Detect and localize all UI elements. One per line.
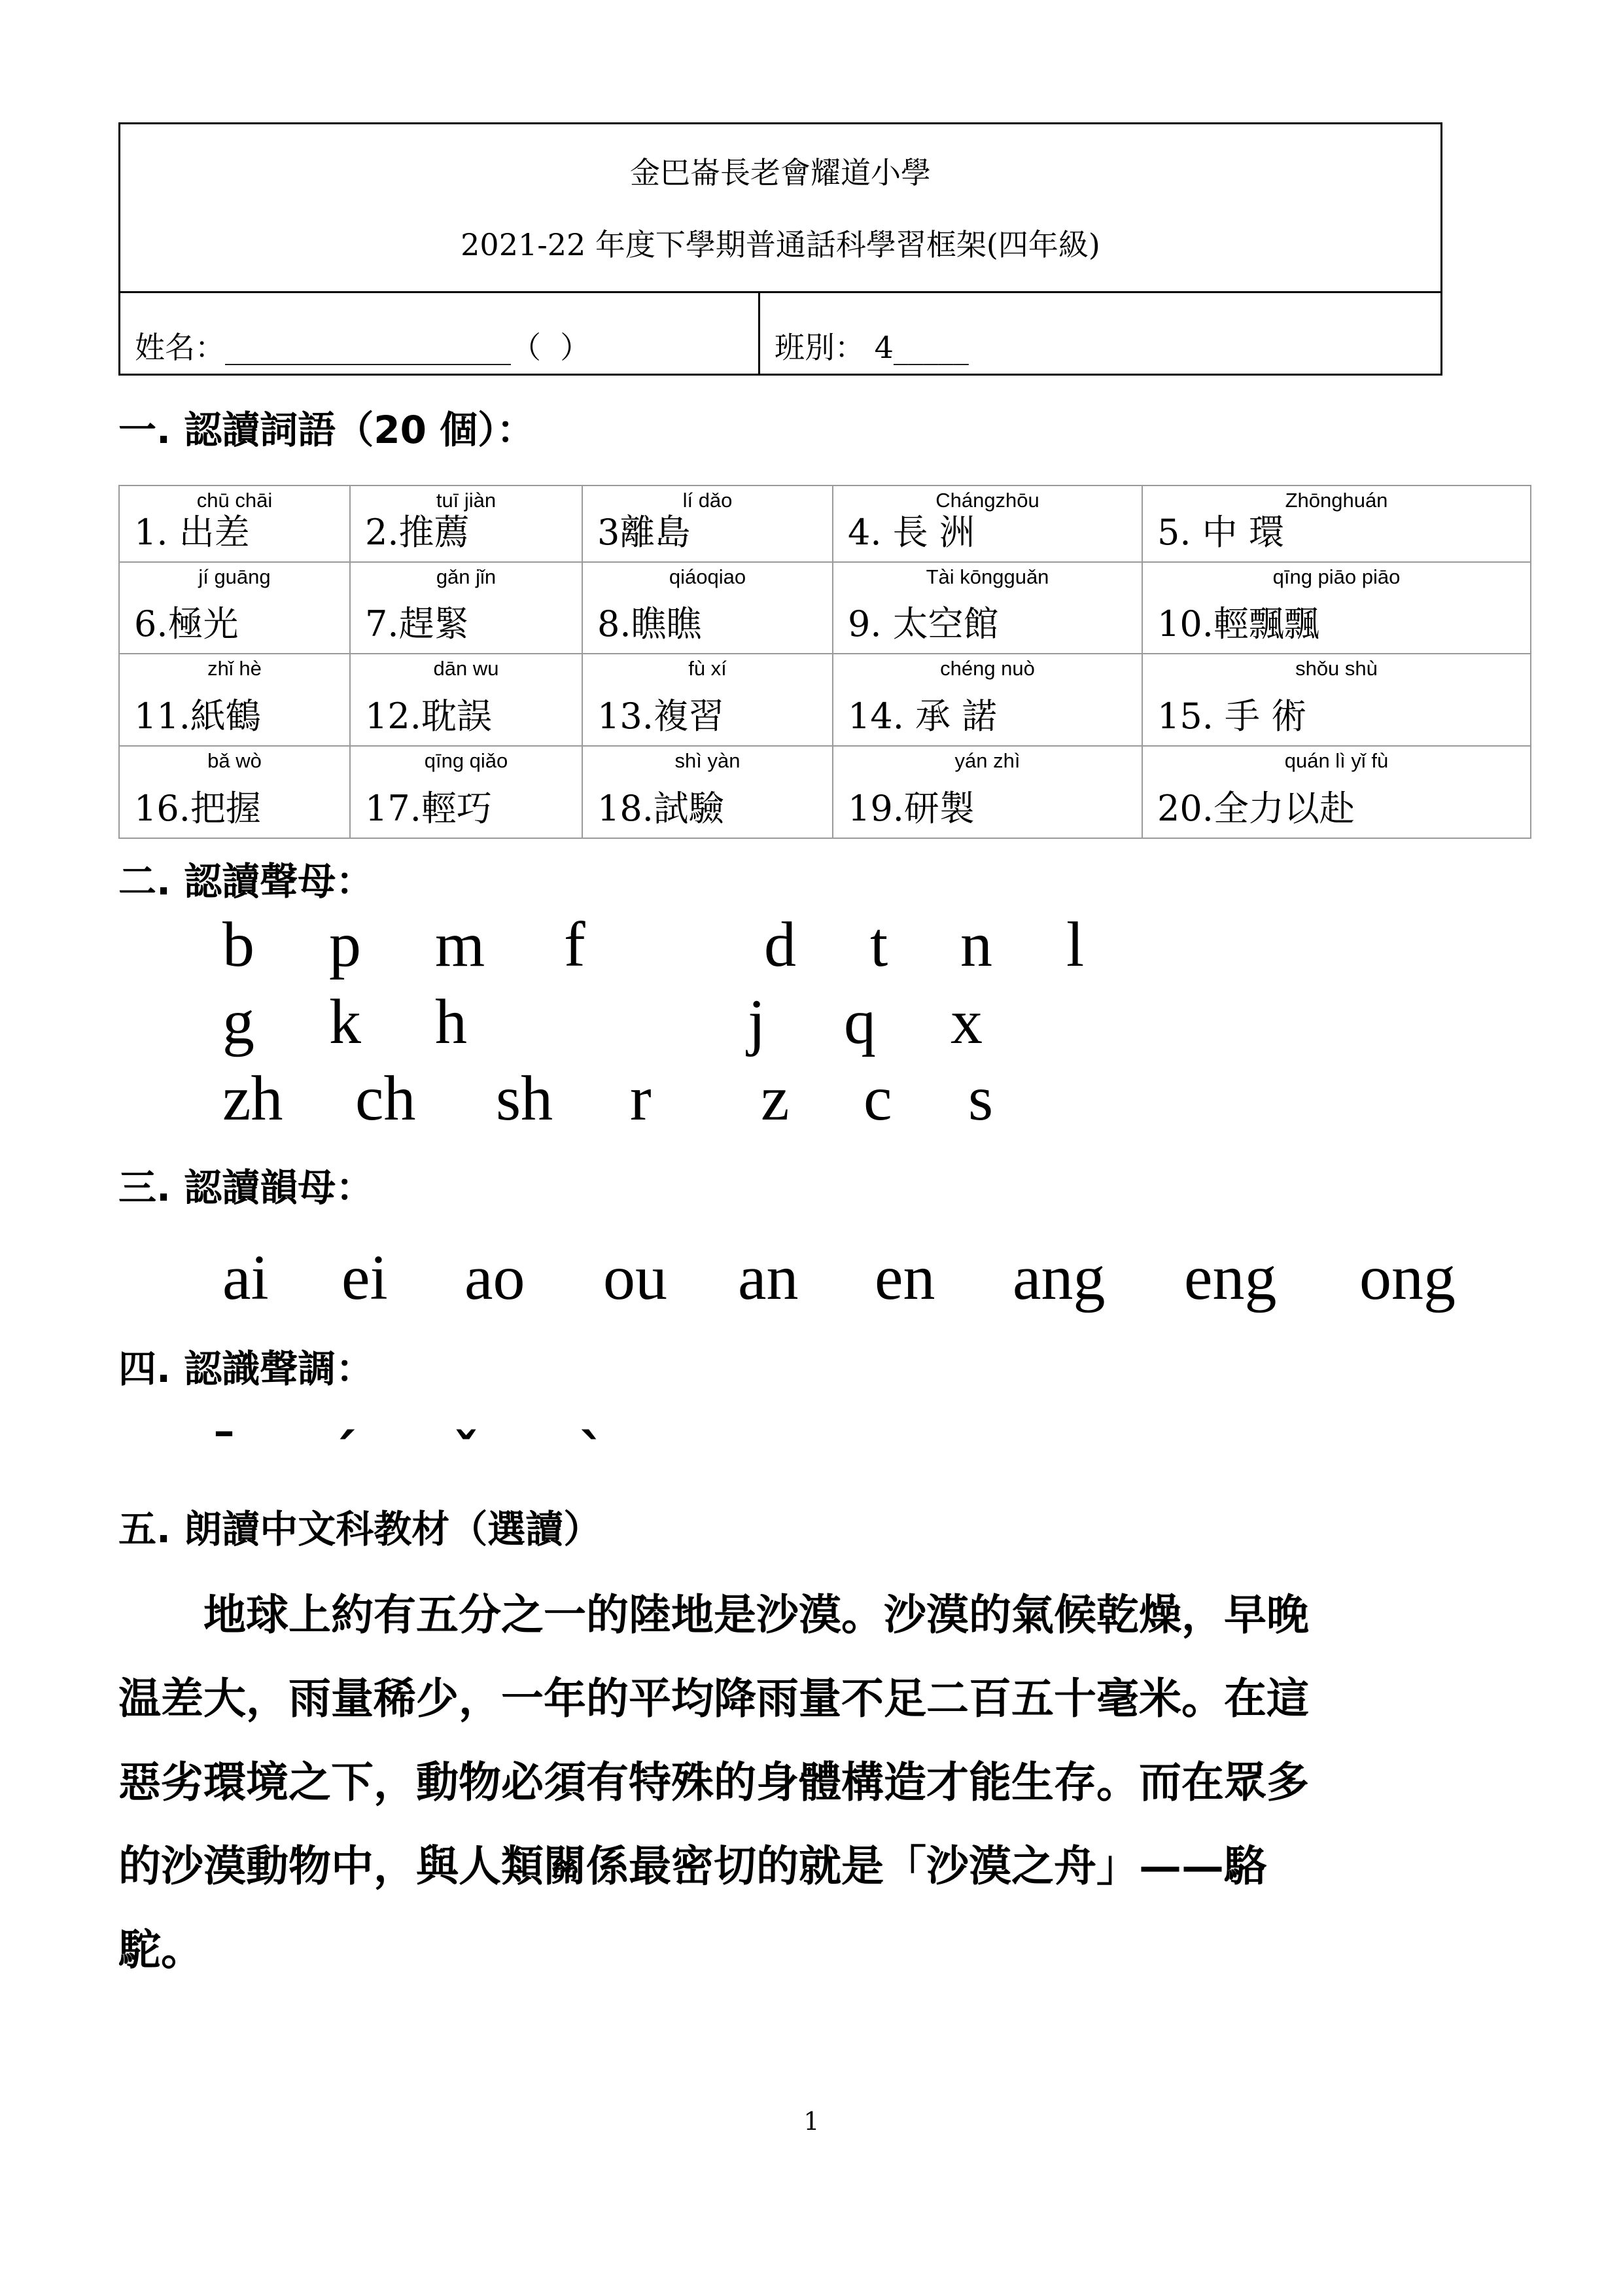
- section3-heading: 三. 認讀韻母：: [118, 1165, 374, 1210]
- initial: d: [764, 910, 796, 980]
- vocab-word: 9. 太空館: [848, 603, 999, 645]
- name-cell: [120, 291, 760, 374]
- final: ao: [464, 1243, 525, 1313]
- vocab-word: 14. 承 諾: [848, 696, 998, 737]
- pinyin: qīng piāo piāo: [1272, 565, 1401, 588]
- section2-heading: 二. 認讀聲母：: [118, 859, 374, 904]
- vocab-cell: [350, 654, 582, 746]
- vocab-cell: [582, 654, 833, 746]
- vocab-word: 17.輕巧: [365, 788, 492, 829]
- name-field[interactable]: 姓名：___________________（ ）: [135, 330, 591, 365]
- initial: j: [748, 987, 766, 1057]
- third-tone-mark: ˇ: [453, 1423, 480, 1485]
- vocab-cell: [582, 486, 833, 562]
- student-info-row: [120, 291, 1440, 374]
- pinyin: fù xí: [688, 657, 727, 680]
- vocab-word: 6.極光: [134, 603, 239, 645]
- first-tone-mark: ˉ: [211, 1423, 237, 1485]
- fourth-tone-mark: ˋ: [579, 1423, 606, 1485]
- initial: h: [435, 987, 467, 1057]
- initial: m: [435, 910, 485, 980]
- table-row: [119, 562, 1531, 654]
- initial: r: [630, 1063, 652, 1134]
- pinyin: tuī jiàn: [436, 489, 497, 512]
- second-tone-mark: ˊ: [330, 1423, 357, 1485]
- initial: f: [564, 910, 585, 980]
- pinyin: chéng nuò: [940, 657, 1035, 680]
- final: ang: [1013, 1243, 1106, 1313]
- initial: c: [864, 1063, 892, 1134]
- vocab-cell: [833, 486, 1142, 562]
- final: ong: [1359, 1243, 1456, 1313]
- section4-heading: 四. 認識聲調：: [118, 1347, 374, 1391]
- initial: zh: [222, 1063, 283, 1134]
- vocab-cell: [119, 562, 350, 654]
- school-name: 金巴崙長老會耀道小學: [630, 155, 931, 190]
- vocab-word: 3離島: [597, 512, 691, 553]
- vocab-cell: [1142, 562, 1531, 654]
- vocab-word: 10.輕飄飄: [1157, 603, 1319, 645]
- initial: p: [329, 910, 361, 980]
- vocab-cell: [833, 654, 1142, 746]
- vocab-word: 18.試驗: [597, 788, 724, 829]
- vocab-word: 15. 手 術: [1157, 696, 1307, 737]
- initial: s: [968, 1063, 994, 1134]
- passage-line: 地球上約有五分之一的陸地是沙漠。沙漠的氣候乾燥，早晚: [118, 1590, 1310, 1640]
- pinyin: Chángzhōu: [935, 489, 1039, 512]
- vocab-word: 16.把握: [134, 788, 261, 829]
- vocab-word: 19.研製: [848, 788, 975, 829]
- page-number: 1: [803, 2107, 820, 2136]
- passage-line: 駝。: [118, 1925, 204, 1975]
- pinyin: jí guāng: [198, 565, 271, 588]
- section5-heading: 五. 朗讀中文科教材（選讀）: [118, 1507, 602, 1551]
- initial: b: [222, 910, 254, 980]
- passage-line: 温差大，雨量稀少，一年的平均降雨量不足二百五十毫米。在這: [118, 1674, 1310, 1723]
- initial: l: [1066, 910, 1085, 980]
- vocab-word: 1. 出差: [134, 512, 250, 553]
- vocab-cell: [1142, 654, 1531, 746]
- pinyin: shì yàn: [674, 749, 741, 772]
- header-title-area: [120, 124, 1440, 293]
- vocab-word: 13.複習: [597, 696, 724, 737]
- vocab-cell: [582, 746, 833, 838]
- vocab-cell: [119, 746, 350, 838]
- table-row: [119, 486, 1531, 562]
- pinyin: Tài kōngguǎn: [926, 565, 1049, 588]
- final: eng: [1184, 1243, 1277, 1313]
- initial: x: [951, 987, 983, 1057]
- vocab-word: 12.耽誤: [365, 696, 492, 737]
- pinyin: lí dǎo: [682, 489, 733, 512]
- pinyin: chū chāi: [196, 489, 273, 512]
- vocab-cell: [350, 562, 582, 654]
- pinyin: quán lì yǐ fù: [1284, 749, 1389, 772]
- pinyin: qiáoqiao: [669, 565, 746, 588]
- vocab-word: 2.推薦: [365, 512, 470, 553]
- table-row: [119, 654, 1531, 746]
- class-field[interactable]: 班別： 4_____: [775, 330, 969, 365]
- vocab-cell: [833, 562, 1142, 654]
- vocab-word: 7.趕緊: [365, 603, 470, 645]
- vocab-word: 4. 長 洲: [848, 512, 975, 553]
- pinyin: Zhōnghuán: [1285, 489, 1388, 512]
- initial: sh: [496, 1063, 553, 1134]
- section1-heading: 一. 認讀詞語（20 個）：: [118, 408, 535, 452]
- pinyin: zhǐ hè: [207, 657, 262, 680]
- initial: k: [329, 987, 361, 1057]
- vocab-cell: [582, 562, 833, 654]
- pinyin: dān wu: [433, 657, 499, 680]
- vocab-cell: [350, 486, 582, 562]
- vocab-cell: [833, 746, 1142, 838]
- vocab-word: 8.瞧瞧: [597, 603, 702, 645]
- initial: g: [222, 987, 254, 1057]
- vocab-cell: [1142, 486, 1531, 562]
- vocab-cell: [1142, 746, 1531, 838]
- header-box: [118, 122, 1442, 376]
- passage-line: 惡劣環境之下，動物必須有特殊的身體構造才能生存。而在眾多: [118, 1757, 1310, 1807]
- framework-title: 2021-22 年度下學期普通話科學習框架(四年級): [461, 227, 1100, 262]
- vocab-word: 20.全力以赴: [1157, 788, 1355, 829]
- pinyin: shǒu shù: [1295, 657, 1378, 680]
- final: ai: [222, 1243, 269, 1313]
- pinyin: bǎ wò: [207, 749, 262, 772]
- vocabulary-table: [118, 485, 1531, 839]
- vocab-cell: [350, 746, 582, 838]
- vocab-word: 11.紙鶴: [134, 696, 261, 737]
- table-row: [119, 746, 1531, 838]
- final: an: [738, 1243, 799, 1313]
- final: en: [875, 1243, 935, 1313]
- vocab-cell: [119, 654, 350, 746]
- pinyin: yán zhì: [954, 749, 1021, 772]
- initial: z: [761, 1063, 790, 1134]
- pinyin: qīng qiǎo: [424, 749, 508, 772]
- vocab-word: 5. 中 環: [1157, 512, 1284, 553]
- initial: ch: [355, 1063, 416, 1134]
- pinyin: gǎn jǐn: [436, 565, 497, 588]
- initial: t: [870, 910, 888, 980]
- vocab-cell: [119, 486, 350, 562]
- passage-line: 的沙漠動物中，與人類關係最密切的就是「沙漠之舟」——駱: [118, 1841, 1267, 1891]
- final: ou: [603, 1243, 667, 1313]
- initial: q: [844, 987, 876, 1057]
- final: ei: [341, 1243, 388, 1313]
- initial: n: [960, 910, 992, 980]
